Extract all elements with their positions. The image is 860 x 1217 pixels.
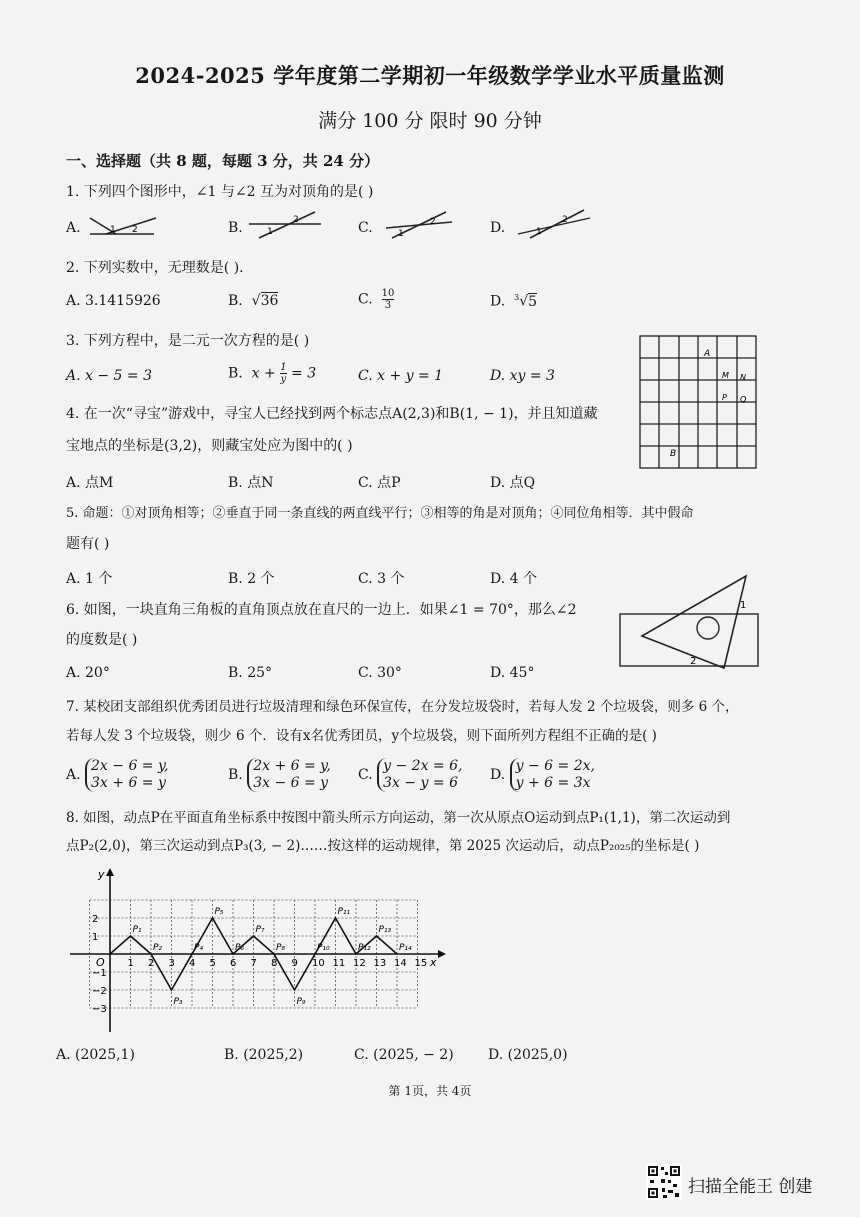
q8-opt-a: A. (2025,1) (56, 1047, 135, 1063)
svg-text:2: 2 (430, 217, 436, 227)
q8-opt-d: D. (2025,0) (488, 1047, 568, 1063)
q4-line2: 宝地点的坐标是(3,2)，则藏宝处应为图中的( ) (66, 438, 353, 454)
q1-opt-b: B. (228, 220, 243, 236)
q4-opt-b: B. 点N (228, 475, 274, 491)
q3-opt-a: A. x − 5 = 3 (66, 368, 152, 384)
x-tick-label: 6 (230, 958, 237, 969)
q5-line2: 题有( ) (66, 536, 110, 552)
treasure-grid-figure (636, 332, 762, 472)
q7-line2: 若每人发 3 个垃圾袋，则少 6 个．设有x名优秀团员，y个垃圾袋，则下面所列方程组不正确的是( ) (66, 728, 657, 744)
q6-line2: 的度数是( ) (66, 632, 138, 648)
svg-text:2: 2 (132, 225, 138, 235)
x-tick-label: 15 (414, 958, 428, 969)
x-tick-label: 10 (312, 958, 325, 969)
q2-opt-a: A. 3.1415926 (66, 293, 161, 309)
point-label: P₁₃ (378, 925, 392, 935)
q2-opt-c: C. $\frac{10}{3}$ (358, 288, 395, 311)
q4-opt-a: A. 点M (66, 475, 114, 491)
q7-opt-b: B. 2x + 6 = y, 3x − 6 = y (228, 758, 331, 791)
origin-label: O (96, 956, 105, 969)
x-tick-label: 9 (291, 958, 298, 969)
q1-opt-c: C. (358, 220, 373, 236)
point-label: P₁ (132, 925, 142, 935)
angle-1-label: 1 (740, 600, 747, 611)
q7-opt-d: D. y − 6 = 2x, y + 6 = 3x (490, 758, 595, 791)
point-label: P₉ (296, 997, 306, 1007)
x-axis-arrow (438, 950, 446, 958)
page-footer: 第 1页，共 4页 (388, 1084, 472, 1098)
svg-text:2: 2 (562, 215, 568, 225)
q8-opt-c: C. (2025, − 2) (354, 1047, 454, 1063)
q6-opt-c: C. 30° (358, 665, 402, 681)
angle-2-label: 2 (690, 656, 697, 667)
grid-label-a: A (704, 349, 711, 359)
x-axis-label: x (430, 956, 437, 969)
point-label: P₇ (255, 925, 265, 935)
x-tick-label: 4 (189, 958, 196, 969)
q3-opt-c: C. x + y = 1 (358, 368, 444, 384)
ruler-triangle-figure (616, 572, 762, 674)
q8-opt-b: B. (2025,2) (224, 1047, 304, 1063)
q2-opt-d: D. $^3$√5 (490, 293, 538, 310)
y-tick-label: −3 (92, 1004, 107, 1015)
point-label: P₁₀ (317, 943, 330, 953)
svg-text:1: 1 (110, 225, 116, 235)
page-title: 2024-2025 学年度第二学期初一年级数学学业水平质量监测 (135, 63, 725, 88)
point-label: P₁₂ (358, 943, 371, 953)
qr-code-icon (646, 1164, 682, 1200)
q7-line1: 7. 某校团支部组织优秀团员进行垃圾清理和绿色环保宣传，在分发垃圾袋时，若每人发 2 个垃圾袋，则多 6 个， (66, 699, 739, 715)
q2-opt-b: B. √36 (228, 293, 279, 309)
q5-line1: 5. 命题：①对顶角相等；②垂直于同一条直线的两直线平行；③相等的角是对顶角；④同位角相等．其中假命 (66, 506, 694, 521)
q3-stem: 3. 下列方程中，是二元一次方程的是( ) (66, 333, 310, 349)
x-tick-label: 11 (332, 958, 346, 969)
q5-opt-b: B. 2 个 (228, 571, 275, 587)
coordinate-figure (66, 866, 446, 1036)
x-tick-label: 5 (209, 958, 216, 969)
q7-opt-a: A. 2x − 6 = y, 3x + 6 = y (66, 758, 169, 791)
point-label: P₂ (153, 943, 163, 953)
q4-line1: 4. 在一次“寻宝”游戏中，寻宝人已经找到两个标志点A(2,3)和B(1, − 1)，并且知道藏 (66, 406, 598, 422)
page-subtitle: 满分 100 分 限时 90 分钟 (318, 110, 542, 132)
x-tick-label: 8 (271, 958, 278, 969)
q1-stem: 1. 下列四个图形中，∠1 与∠2 互为对顶角的是( ) (66, 184, 374, 200)
svg-text:1: 1 (267, 227, 273, 237)
q6-opt-a: A. 20° (66, 665, 110, 681)
y-axis-arrow (106, 868, 114, 876)
grid-label-m: M (722, 371, 729, 380)
point-label: P₁₁ (337, 907, 351, 917)
y-tick-label: −2 (92, 986, 107, 997)
x-tick-label: 7 (250, 958, 257, 969)
y-tick-label: 2 (92, 914, 99, 925)
q4-opt-c: C. 点P (358, 475, 401, 491)
q1-opt-a: A. (66, 220, 81, 236)
section-heading: 一、选择题（共 8 题，每题 3 分，共 24 分） (66, 152, 380, 170)
q1-opt-d: D. (490, 220, 506, 236)
q8-line1: 8. 如图，动点P在平面直角坐标系中按图中箭头所示方向运动，第一次从原点O运动到点P₁(1,1)，第二次运动到 (66, 810, 731, 826)
q1-figure-c (382, 210, 462, 240)
q8-line2: 点P₂(2,0)，第三次运动到点P₃(3, − 2)……按这样的运动规律，第 2025 次运动后，动点P₂₀₂₅的坐标是( ) (66, 838, 700, 854)
y-tick-label: 1 (92, 932, 99, 943)
x-tick-label: 13 (373, 958, 387, 969)
q3-opt-d: D. xy = 3 (490, 368, 555, 384)
point-label: P₄ (194, 943, 204, 953)
x-tick-label: 3 (168, 958, 175, 969)
q4-opt-d: D. 点Q (490, 475, 536, 491)
q3-opt-b: B. x + $\frac{1}{y}$ = 3 (228, 362, 317, 385)
svg-text:1: 1 (398, 229, 404, 239)
q5-opt-a: A. 1 个 (66, 571, 113, 587)
q5-opt-c: C. 3 个 (358, 571, 405, 587)
q6-line1: 6. 如图，一块直角三角板的直角顶点放在直尺的一边上．如果∠1 = 70°，那么∠2 (66, 602, 577, 618)
svg-text:2: 2 (293, 215, 299, 225)
grid-label-p: P (722, 393, 727, 402)
grid-label-q: Q (740, 395, 747, 404)
svg-text:1: 1 (536, 227, 542, 237)
q1-figure-a (88, 212, 158, 240)
x-tick-label: 14 (394, 958, 407, 969)
point-label: P₈ (276, 943, 286, 953)
point-label: P₅ (214, 907, 224, 917)
q1-figure-b (245, 210, 325, 240)
y-axis-label: y (98, 868, 105, 881)
y-tick-label: −1 (92, 968, 107, 979)
q2-stem: 2. 下列实数中，无理数是( ). (66, 260, 244, 276)
q6-opt-d: D. 45° (490, 665, 535, 681)
q1-figure-d (514, 208, 594, 240)
x-tick-label: 12 (353, 958, 366, 969)
grid-label-b: B (670, 449, 677, 459)
point-label: P₃ (173, 997, 183, 1007)
x-tick-label: 2 (148, 958, 155, 969)
scanner-watermark: 扫描全能王 创建 (688, 1177, 813, 1197)
q7-opt-c: C. y − 2x = 6, 3x − y = 6 (358, 758, 463, 791)
q5-opt-d: D. 4 个 (490, 571, 537, 587)
grid-label-n: N (740, 373, 746, 382)
q6-opt-b: B. 25° (228, 665, 273, 681)
point-label: P₁₄ (399, 943, 412, 953)
x-tick-label: 1 (127, 958, 134, 969)
point-label: P₆ (235, 943, 245, 953)
